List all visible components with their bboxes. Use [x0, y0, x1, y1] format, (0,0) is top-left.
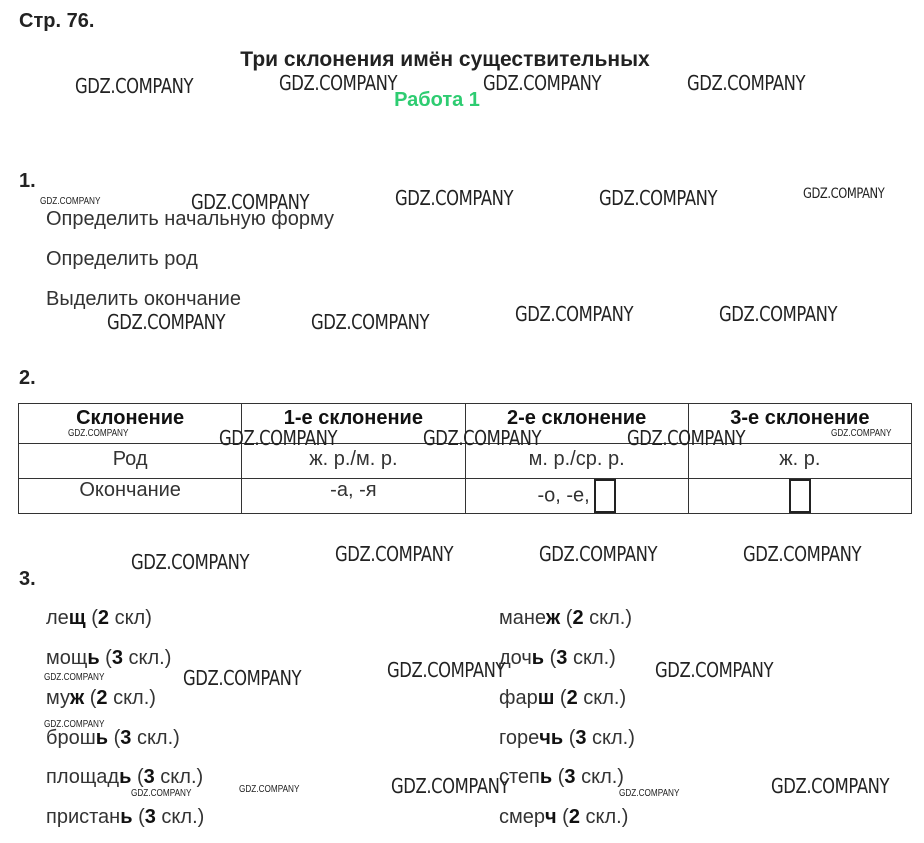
table-cell: м. р./ср. р.: [465, 444, 688, 479]
table-cell: -а, -я: [242, 479, 465, 514]
table-row-label: Окончание: [19, 479, 242, 514]
watermark: GDZ.COMPANY: [687, 71, 806, 95]
watermark: GDZ.COMPANY: [803, 186, 885, 202]
watermark: GDZ.COMPANY: [44, 672, 105, 683]
watermark: GDZ.COMPANY: [107, 310, 226, 334]
watermark: GDZ.COMPANY: [279, 71, 398, 95]
watermark: GDZ.COMPANY: [719, 302, 838, 326]
watermark: GDZ.COMPANY: [515, 302, 634, 326]
declension-table: [18, 403, 912, 514]
watermark: GDZ.COMPANY: [539, 542, 658, 566]
word-item: смерч (2 скл.): [499, 806, 629, 828]
ending-text: -о, -е,: [537, 484, 590, 507]
word-item: манеж (2 скл.): [499, 607, 632, 629]
watermark: GDZ.COMPANY: [44, 719, 105, 730]
step-item: Выделить окончание: [46, 288, 241, 310]
word-item: площадь (3 скл.): [46, 766, 204, 788]
watermark: GDZ.COMPANY: [395, 186, 514, 210]
word-item: горечь (3 скл.): [499, 727, 635, 749]
word-item: лещ (2 скл): [46, 607, 152, 629]
watermark: GDZ.COMPANY: [191, 190, 310, 214]
table-cell: [465, 479, 688, 514]
table-cell: ж. р.: [688, 444, 911, 479]
word-item: степь (3 скл.): [499, 766, 624, 788]
section3-number: 3.: [19, 568, 36, 590]
watermark: GDZ.COMPANY: [75, 74, 194, 98]
watermark: GDZ.COMPANY: [423, 426, 542, 450]
watermark: GDZ.COMPANY: [183, 666, 302, 690]
watermark: GDZ.COMPANY: [771, 774, 890, 798]
watermark: GDZ.COMPANY: [68, 428, 129, 439]
word-item: муж (2 скл.): [46, 687, 156, 709]
watermark: GDZ.COMPANY: [311, 310, 430, 334]
table-header: 1-е склонение: [242, 404, 465, 444]
watermark: GDZ.COMPANY: [239, 784, 300, 795]
watermark: GDZ.COMPANY: [599, 186, 718, 210]
table-cell: ж. р./м. р.: [242, 444, 465, 479]
table-row-label: Род: [19, 444, 242, 479]
table-header: 3-е склонение: [688, 404, 911, 444]
watermark: GDZ.COMPANY: [131, 788, 192, 799]
word-item: брошь (3 скл.): [46, 727, 180, 749]
watermark: GDZ.COMPANY: [743, 542, 862, 566]
watermark: GDZ.COMPANY: [655, 658, 774, 682]
watermark: GDZ.COMPANY: [619, 788, 680, 799]
empty-ending-box: [594, 479, 616, 513]
word-item: пристань (3 скл.): [46, 806, 205, 828]
step-item: Определить род: [46, 248, 198, 270]
page-title: Три склонения имён существительных: [240, 48, 650, 71]
watermark: GDZ.COMPANY: [483, 71, 602, 95]
word-item: фарш (2 скл.): [499, 687, 627, 709]
empty-ending-box: [789, 479, 811, 513]
table-header: 2-е склонение: [465, 404, 688, 444]
watermark: GDZ.COMPANY: [831, 428, 892, 439]
table-cell: [688, 479, 911, 514]
section2-number: 2.: [19, 367, 36, 389]
watermark: GDZ.COMPANY: [627, 426, 746, 450]
watermark: GDZ.COMPANY: [131, 550, 250, 574]
work-subtitle: Работа 1: [394, 89, 480, 111]
section1-number: 1.: [19, 170, 36, 192]
watermark: GDZ.COMPANY: [219, 426, 338, 450]
table-header: Склонение: [19, 404, 242, 444]
page-number: Стр. 76.: [19, 10, 95, 32]
watermark: GDZ.COMPANY: [40, 196, 101, 207]
word-item: дочь (3 скл.): [499, 647, 616, 669]
watermark: GDZ.COMPANY: [335, 542, 454, 566]
word-item: мощь (3 скл.): [46, 647, 172, 669]
watermark: GDZ.COMPANY: [387, 658, 506, 682]
watermark: GDZ.COMPANY: [391, 774, 510, 798]
step-item: Определить начальную форму: [46, 208, 334, 230]
